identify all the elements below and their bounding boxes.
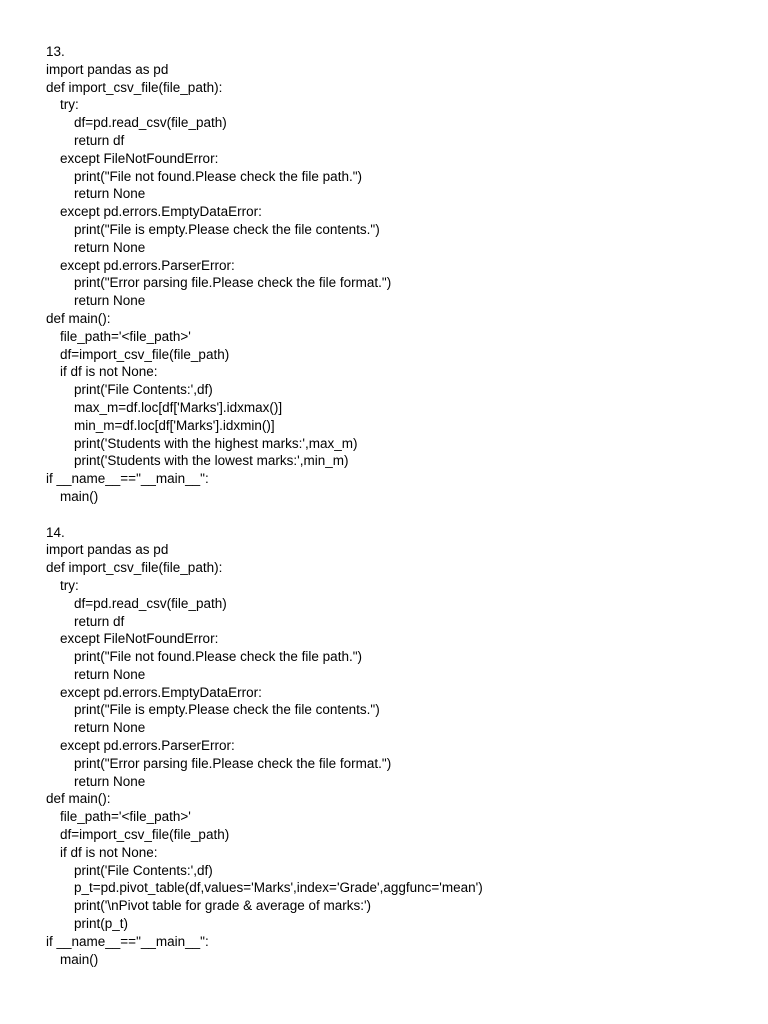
code-line: def main(): [46,310,111,326]
code-line: return df [74,613,125,629]
code-line: return None [74,186,146,202]
code-section-14 [46,524,746,969]
code-line: return None [74,293,146,309]
code-line: main() [60,488,99,504]
code-line: df=pd.read_csv(file_path) [74,115,227,131]
code-line: try: [60,97,79,113]
code-line: print('File Contents:',df) [74,382,213,398]
code-line: except pd.errors.EmptyDataError: [60,684,262,700]
code-line: main() [60,951,99,967]
code-line: print('File Contents:',df) [74,862,213,878]
code-line: print("Error parsing file.Please check the file format.") [74,275,392,291]
section-number: 13. [46,44,65,59]
section-number: 14. [46,524,65,540]
code-line: if __name__=="__main__": [46,933,209,949]
code-line: return None [74,239,146,255]
code-line: except FileNotFoundError: [60,150,219,166]
code-line: file_path='<file_path>' [60,328,191,344]
code-line: except pd.errors.ParserError: [60,738,235,754]
code-line: return None [74,773,146,789]
code-line: def import_csv_file(file_path): [46,79,223,95]
code-line: max_m=df.loc[df['Marks'].idxmax()] [74,399,283,415]
code-line: print("File not found.Please check the file path.") [74,649,362,665]
code-line: import pandas as pd [46,61,169,77]
code-line: if __name__=="__main__": [46,471,209,487]
code-line: except FileNotFoundError: [60,631,219,647]
code-line: print('Students with the lowest marks:',min_m) [74,453,349,469]
document-page [46,43,746,968]
code-line: p_t=pd.pivot_table(df,values='Marks',index='Grade',aggfunc='mean') [74,880,483,896]
code-line: return None [74,666,146,682]
code-line: return df [74,132,125,148]
code-section-13 [46,43,746,506]
code-line: try: [60,577,79,593]
code-line: except pd.errors.ParserError: [60,257,235,273]
code-line: print("Error parsing file.Please check the file format.") [74,755,392,771]
code-line: df=import_csv_file(file_path) [60,827,230,843]
code-line: if df is not None: [60,844,158,860]
code-line: print("File is empty.Please check the file contents.") [74,702,380,718]
code-line: def import_csv_file(file_path): [46,560,223,576]
code-line: print("File is empty.Please check the file contents.") [74,221,380,237]
code-line: except pd.errors.EmptyDataError: [60,204,262,220]
code-line: df=pd.read_csv(file_path) [74,595,227,611]
code-line: print("File not found.Please check the file path.") [74,168,362,184]
code-line: import pandas as pd [46,542,169,558]
code-line: return None [74,720,146,736]
code-line: print('Students with the highest marks:',max_m) [74,435,358,451]
code-line: def main(): [46,791,111,807]
code-line: file_path='<file_path>' [60,809,191,825]
code-line: min_m=df.loc[df['Marks'].idxmin()] [74,417,275,433]
code-line: print(p_t) [74,916,129,932]
code-line: if df is not None: [60,364,158,380]
code-line: print('\nPivot table for grade & average of marks:') [74,898,372,914]
code-line: df=import_csv_file(file_path) [60,346,230,362]
